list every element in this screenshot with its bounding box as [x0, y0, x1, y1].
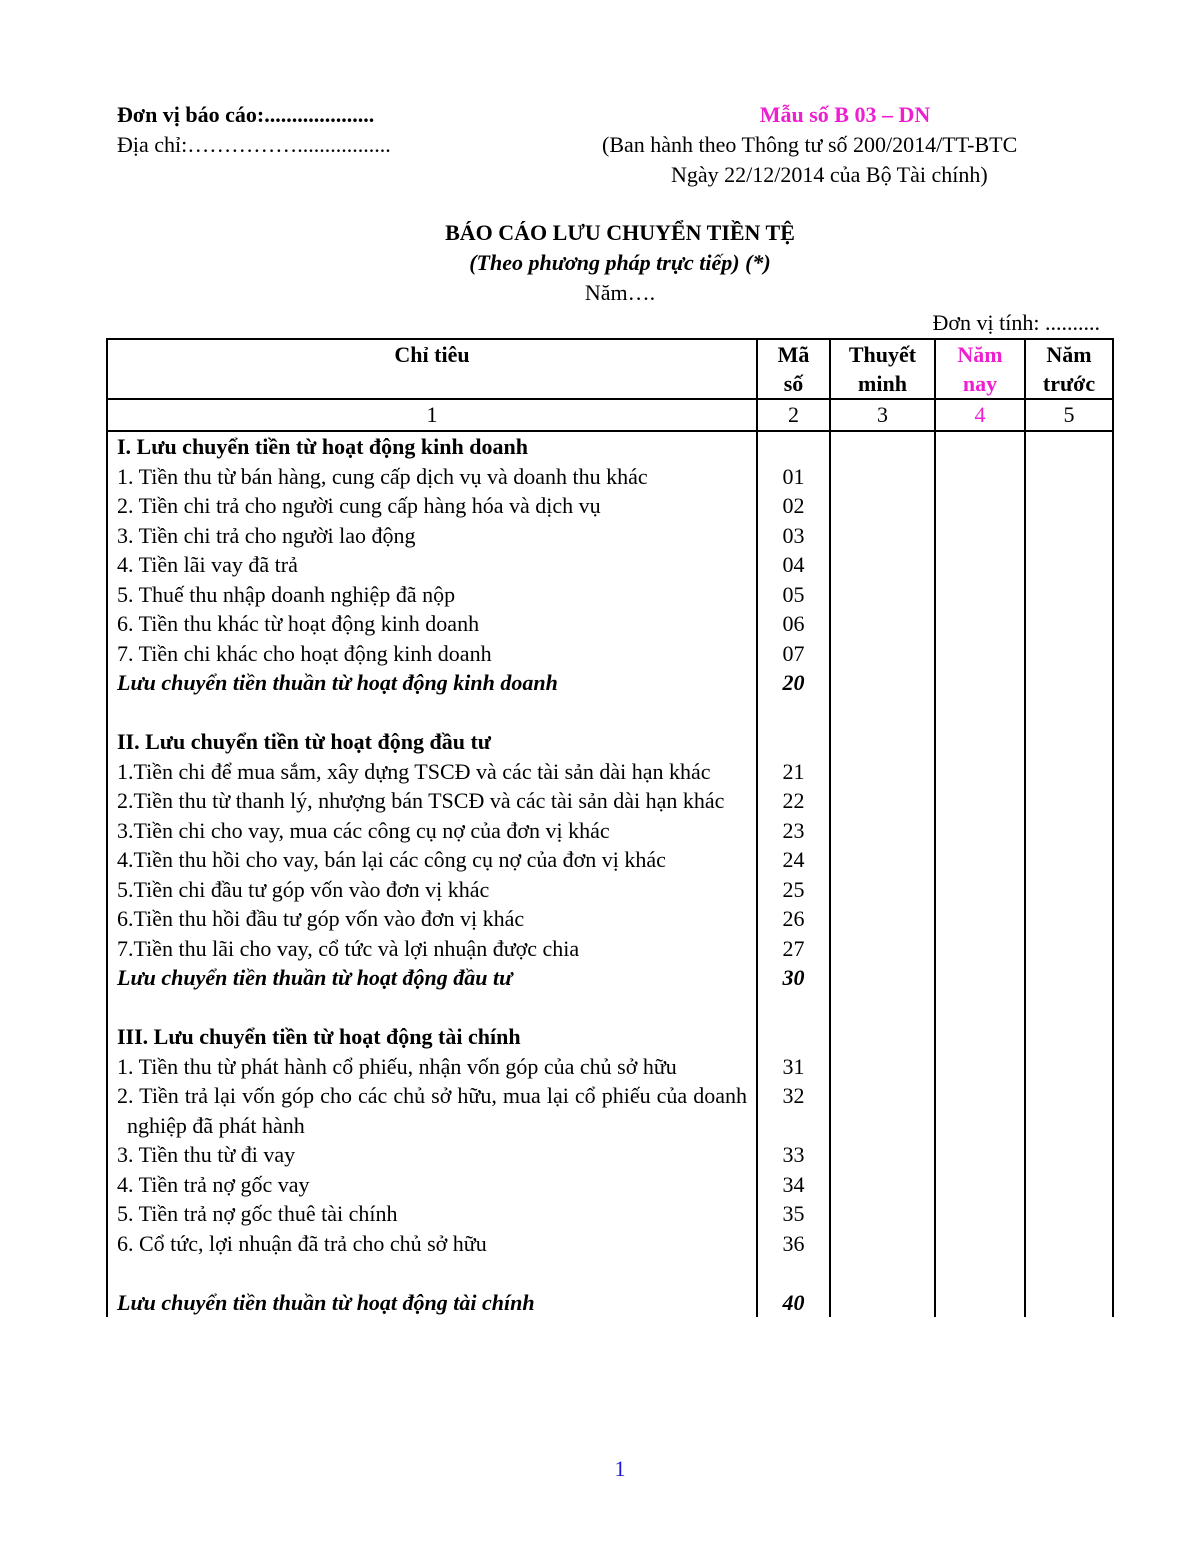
table-row: 3. Tiền chi trả cho người lao động 03	[107, 521, 1113, 551]
table-row: 2.Tiền thu từ thanh lý, nhượng bán TSCĐ và các tài sản dài hạn khác 22	[107, 786, 1113, 816]
col-header-previous-year: Năm trước	[1025, 339, 1113, 399]
table-row: 6.Tiền thu hồi đầu tư góp vốn vào đơn vị khác 26	[107, 904, 1113, 934]
report-title: BÁO CÁO LƯU CHUYỂN TIỀN TỆ	[445, 220, 795, 245]
issued-by: (Ban hành theo Thông tư số 200/2014/TT-BTC	[602, 132, 1018, 157]
table-row: 6. Cổ tức, lợi nhuận đã trả cho chủ sở hữu 36	[107, 1229, 1113, 1259]
table-row: 4.Tiền thu hồi cho vay, bán lại các công cụ nợ của đơn vị khác 24	[107, 845, 1113, 875]
col-header-note: Thuyết minh	[830, 339, 935, 399]
reporting-unit: Đơn vị báo cáo:....................	[117, 102, 375, 127]
section-heading: II. Lưu chuyển tiền từ hoạt động đầu tư	[107, 727, 1113, 757]
table-row: 2. Tiền chi trả cho người cung cấp hàng hóa và dịch vụ 02	[107, 491, 1113, 521]
column-number-row	[107, 399, 1113, 431]
table-row: 4. Tiền trả nợ gốc vay 34	[107, 1170, 1113, 1200]
title-block	[0, 218, 1200, 308]
table-row: 5.Tiền chi đầu tư góp vốn vào đơn vị khác 25	[107, 875, 1113, 905]
col-header-code: Mã số	[757, 339, 830, 399]
currency-unit-label: Đơn vị tính: ..........	[932, 310, 1100, 335]
table-row: 7. Tiền chi khác cho hoạt động kinh doanh 07	[107, 639, 1113, 669]
spacer-row	[107, 1258, 1113, 1288]
table-row: 5. Tiền trả nợ gốc thuê tài chính 35	[107, 1199, 1113, 1229]
table-row: 7.Tiền thu lãi cho vay, cổ tức và lợi nhuận được chia 27	[107, 934, 1113, 964]
col-number: 2	[757, 399, 830, 431]
col-number: 3	[830, 399, 935, 431]
section-total-row: Lưu chuyển tiền thuần từ hoạt động kinh doanh 20	[107, 668, 1113, 698]
section-heading: III. Lưu chuyển tiền từ hoạt động tài chính	[107, 1022, 1113, 1052]
report-year: Năm….	[584, 280, 656, 305]
table-row: 3. Tiền thu từ đi vay 33	[107, 1140, 1113, 1170]
table-header-row	[107, 339, 1113, 399]
table-row: 6. Tiền thu khác từ hoạt động kinh doanh 06	[107, 609, 1113, 639]
report-header-right	[560, 100, 1120, 190]
address: Địa chỉ:…………….................	[117, 132, 391, 157]
spacer-row	[107, 698, 1113, 728]
spacer-row	[107, 993, 1113, 1023]
table-row: 4. Tiền lãi vay đã trả 04	[107, 550, 1113, 580]
col-header-current-year: Năm nay	[935, 339, 1025, 399]
table-row: 2. Tiền trả lại vốn góp cho các chủ sở hữu, mua lại cổ phiếu của doanh nghiệp đã phát hành 32	[107, 1081, 1113, 1140]
cash-flow-table	[106, 338, 1114, 1317]
report-header-left	[117, 100, 391, 160]
col-number: 5	[1025, 399, 1113, 431]
report-subtitle: (Theo phương pháp trực tiếp) (*)	[469, 250, 771, 275]
col-header-indicator: Chỉ tiêu	[107, 339, 757, 399]
page-number: 1	[614, 1456, 626, 1481]
table-row: 1.Tiền chi để mua sắm, xây dựng TSCĐ và các tài sản dài hạn khác 21	[107, 757, 1113, 787]
table-row: 1. Tiền thu từ phát hành cổ phiếu, nhận vốn góp của chủ sở hữu 31	[107, 1052, 1113, 1082]
table-row: 5. Thuế thu nhập doanh nghiệp đã nộp 05	[107, 580, 1113, 610]
section-heading: I. Lưu chuyển tiền từ hoạt động kinh doanh	[107, 431, 1113, 462]
table-row: 3.Tiền chi cho vay, mua các công cụ nợ của đơn vị khác 23	[107, 816, 1113, 846]
col-number: 1	[107, 399, 757, 431]
issue-date: Ngày 22/12/2014 của Bộ Tài chính)	[671, 162, 988, 187]
section-total-row: Lưu chuyển tiền thuần từ hoạt động đầu tư 30	[107, 963, 1113, 993]
table-row: 1. Tiền thu từ bán hàng, cung cấp dịch vụ và doanh thu khác 01	[107, 462, 1113, 492]
form-number: Mẫu số B 03 – DN	[759, 102, 931, 127]
col-number: 4	[935, 399, 1025, 431]
section-total-row: Lưu chuyển tiền thuần từ hoạt động tài chính 40	[107, 1288, 1113, 1318]
